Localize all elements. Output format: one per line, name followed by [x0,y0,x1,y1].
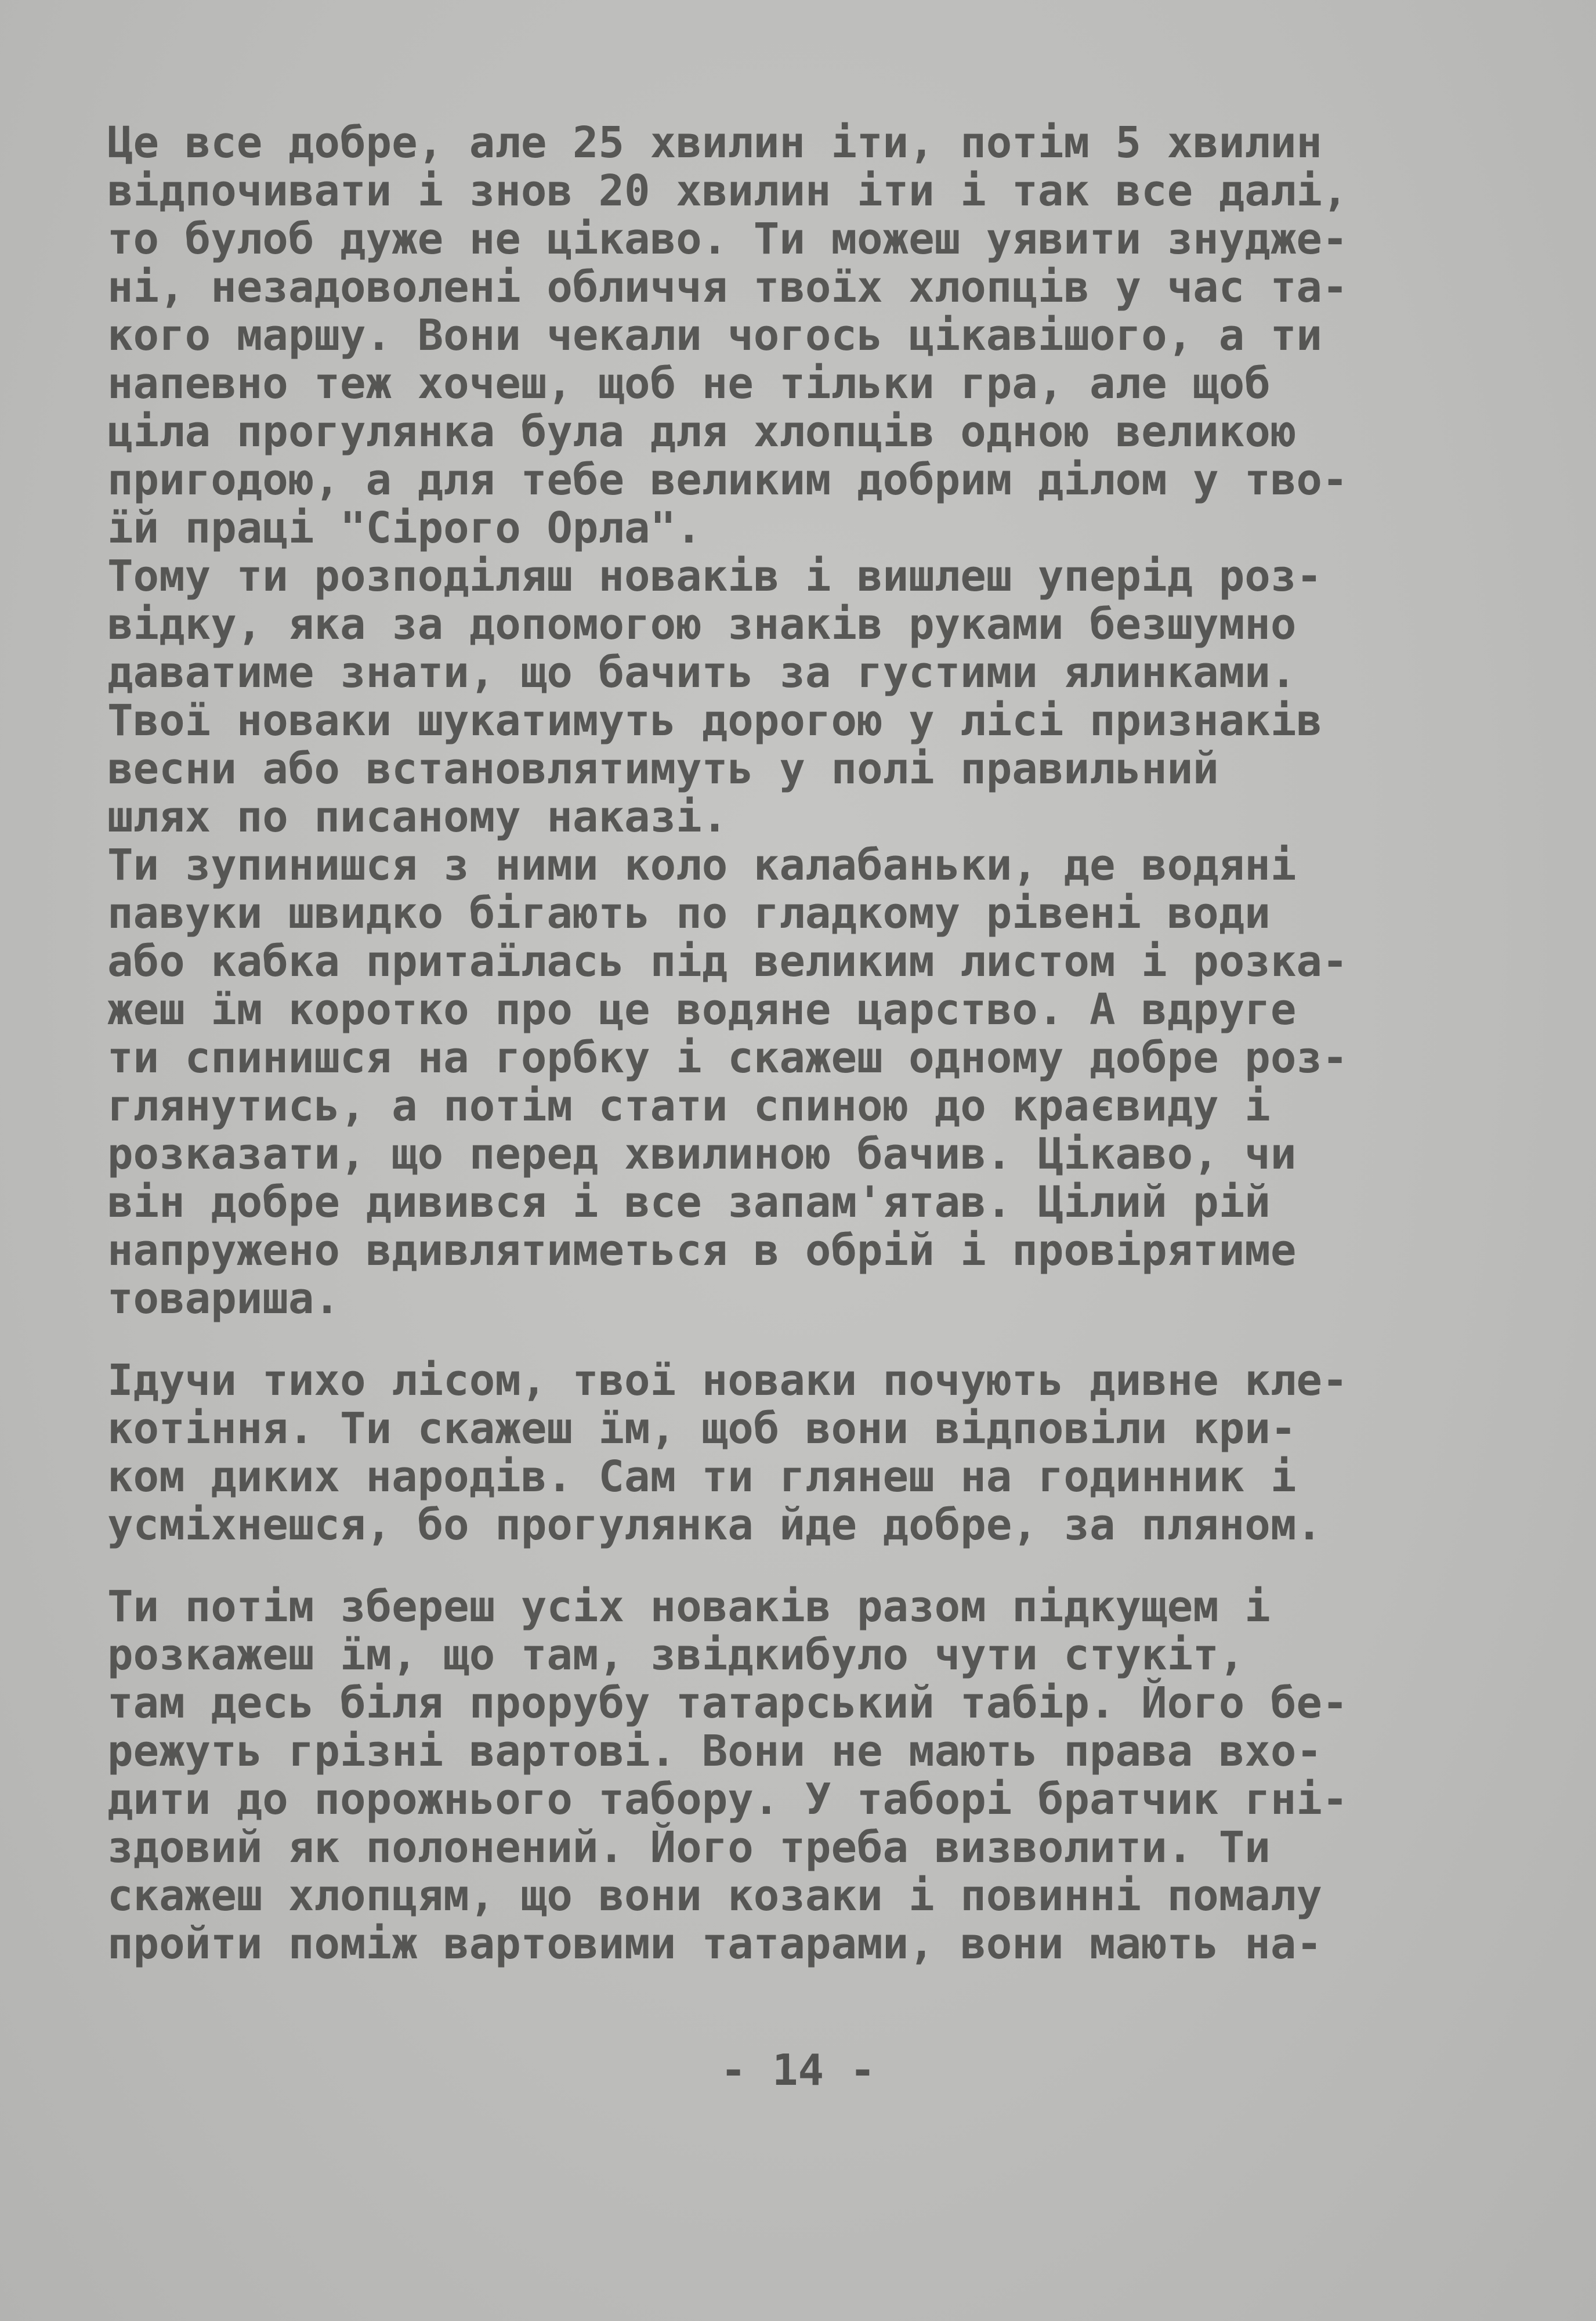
text-line: Ти зупинишся з ними коло калабаньки, де водяні [107,840,1297,890]
text-line: глянутись, а потім стати спиною до краєвиду і [107,1081,1271,1131]
paragraph [107,1357,1511,1549]
text-line: товариша. [107,1274,340,1324]
text-line: напевно теж хочеш, щоб не тільки гра, але щоб [107,359,1271,408]
text-line: Ідучи тихо лісом, твої новаки почують дивне кле- [107,1355,1348,1405]
text-line: даватиме знати, що бачить за густими ялинками. [107,648,1297,697]
body-text [107,119,1511,1968]
text-line: пройти поміж вартовими татарами, вони мають на- [107,1919,1322,1969]
text-line: він добре дивився і все запам'ятав. Цілий рій [107,1177,1271,1227]
text-line: усміхнешся, бо прогулянка йде добре, за пляном. [107,1500,1322,1550]
text-line: режуть грізні вартові. Вони не мають права вхо- [107,1726,1322,1776]
text-line: весни або встановлятимуть у полі правильний [107,744,1219,794]
paragraph [107,841,1511,1323]
text-line: напружено вдивлятиметься в обрій і провірятиме [107,1225,1297,1275]
text-line: Твої новаки шукатимуть дорогою у лісі признаків [107,696,1322,746]
text-line: ціла прогулянка була для хлопців одною великою [107,407,1297,457]
text-line: ні, незадоволені обличчя твоїх хлопців у час та- [107,262,1348,312]
text-line: відпочивати і знов 20 хвилин іти і так все далі, [107,166,1348,216]
text-line: розказати, що перед хвилиною бачив. Цікаво, чи [107,1129,1297,1179]
text-line: кого маршу. Вони чекали чогось цікавішого, а ти [107,310,1322,360]
text-line: жеш їм коротко про це водяне царство. А вдруге [107,985,1297,1035]
text-line: там десь біля прорубу татарський табір. Його бе- [107,1678,1348,1728]
text-line: їй праці "Сірого Орла". [107,503,702,553]
text-line: дити до порожнього табору. У таборі братчик гні- [107,1774,1348,1824]
text-line: здовий як полонений. Його треба визволити. Ти [107,1823,1271,1872]
text-line: скажеш хлопцям, що вони козаки і повинні помалу [107,1871,1322,1921]
text-line: відку, яка за допомогою знаків руками безшумно [107,599,1297,649]
text-line: ти спинишся на горбку і скажеш одному добре роз- [107,1033,1348,1083]
text-line: то булоб дуже не цікаво. Ти можеш уявити знуджe- [107,214,1348,264]
text-line: павуки швидко бігають по гладкому рівені води [107,888,1271,938]
paragraph [107,1583,1511,1968]
text-line: ком диких народів. Сам ти глянеш на годинник і [107,1452,1297,1502]
text-line: розкажеш їм, що там, звідкибуло чути стукіт, [107,1630,1245,1680]
paragraph [107,119,1511,552]
text-line: Це все добре, але 25 хвилин іти, потім 5 хвилин [107,118,1322,168]
text-line: пригодою, а для тебе великим добрим ділом у тво- [107,455,1348,505]
text-line: Тому ти розподіляш новаків і вишлеш уперід роз- [107,551,1322,601]
text-line: котіння. Ти скажеш їм, щоб вони відповіли кри- [107,1404,1297,1454]
page-number: - 14 - [720,2045,876,2095]
text-line: або кабка притаїлась під великим листом і розка- [107,937,1348,986]
text-line: Ти потім збереш усіх новаків разом підкущем і [107,1582,1271,1632]
paragraph [107,552,1511,841]
text-line: шлях по писаному наказі. [107,792,728,842]
